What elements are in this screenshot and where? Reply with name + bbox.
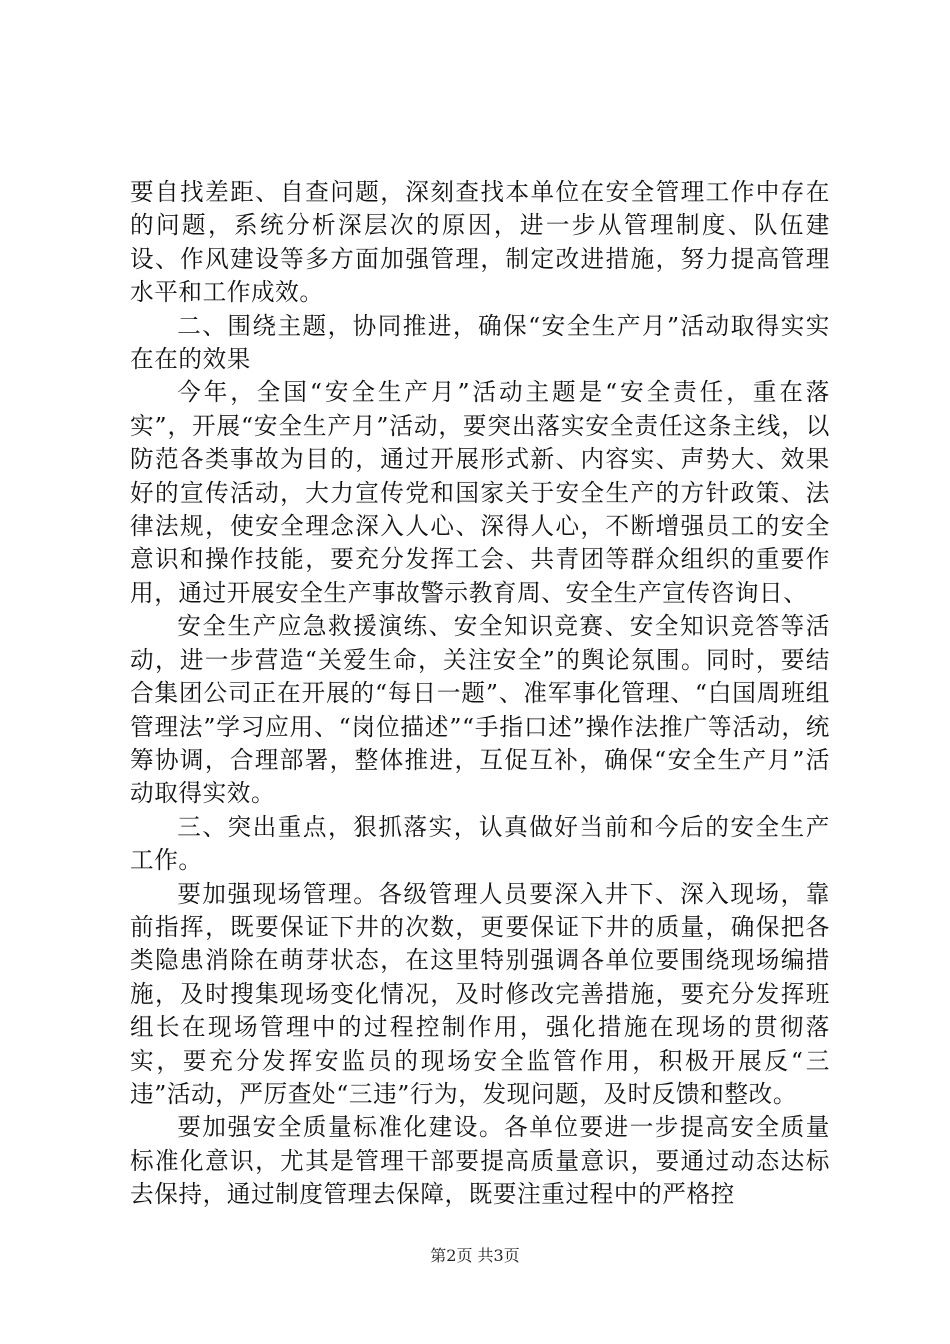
body-text	[130, 176, 830, 1212]
section-heading-3: 三、突出重点，狠抓落实，认真做好当前和今后的安全生产工作。	[130, 812, 830, 875]
section-heading-2: 二、围绕主题，协同推进，确保“安全生产月”活动取得实实在在的效果	[130, 311, 830, 374]
paragraph-6: 要加强现场管理。各级管理人员要深入井下、深入现场，靠前指挥，既要保证下井的次数，更要保证下井的质量，确保把各类隐患消除在萌芽状态，在这里特别强调各单位要围绕现场编措施，及时搜集现场变化情况，及时修改完善措施，要充分发挥班组长在现场管理中的过程控制作用，强化措施在现场的贯彻落实，要充分发挥安监员的现场安全监管作用，积极开展反“三违”活动，严厉查处“三违”行为，发现问题，及时反馈和整改。	[130, 879, 830, 1108]
page-number-footer: 第2页 共3页	[430, 1246, 520, 1265]
paragraph-1: 要自找差距、自查问题，深刻查找本单位在安全管理工作中存在的问题，系统分析深层次的原因，进一步从管理制度、队伍建设、作风建设等多方面加强管理，制定改进措施，努力提高管理水平和工作成效。	[130, 178, 830, 307]
paragraph-7: 要加强安全质量标准化建设。各单位要进一步提高安全质量标准化意识，尤其是管理干部要提高质量意识，要通过动态达标去保持，通过制度管理去保障，既要注重过程中的严格控	[130, 1113, 830, 1209]
paragraph-3: 今年，全国“安全生产月”活动主题是“安全责任，重在落实”，开展“安全生产月”活动，要突出落实安全责任这条主线，以防范各类事故为目的，通过开展形式新、内容实、声势大、效果好的宣传活动，大力宣传党和国家关于安全生产的方针政策、法律法规，使安全理念深入人心、深得人心，不断增强员工的安全意识和操作技能，要充分发挥工会、共青团等群众组织的重要作用，通过开展安全生产事故警示教育周、安全生产宣传咨询日、	[130, 378, 830, 607]
paragraph-4: 安全生产应急救援演练、安全知识竞赛、安全知识竞答等活动，进一步营造“关爱生命，关注安全”的舆论氛围。同时，要结合集团公司正在开展的“每日一题”、准军事化管理、“白国周班组管理法”学习应用、“岗位描述”“手指口述”操作法推广等活动，统筹协调，合理部署，整体推进，互促互补，确保“安全生产月”活动取得实效。	[130, 612, 830, 808]
